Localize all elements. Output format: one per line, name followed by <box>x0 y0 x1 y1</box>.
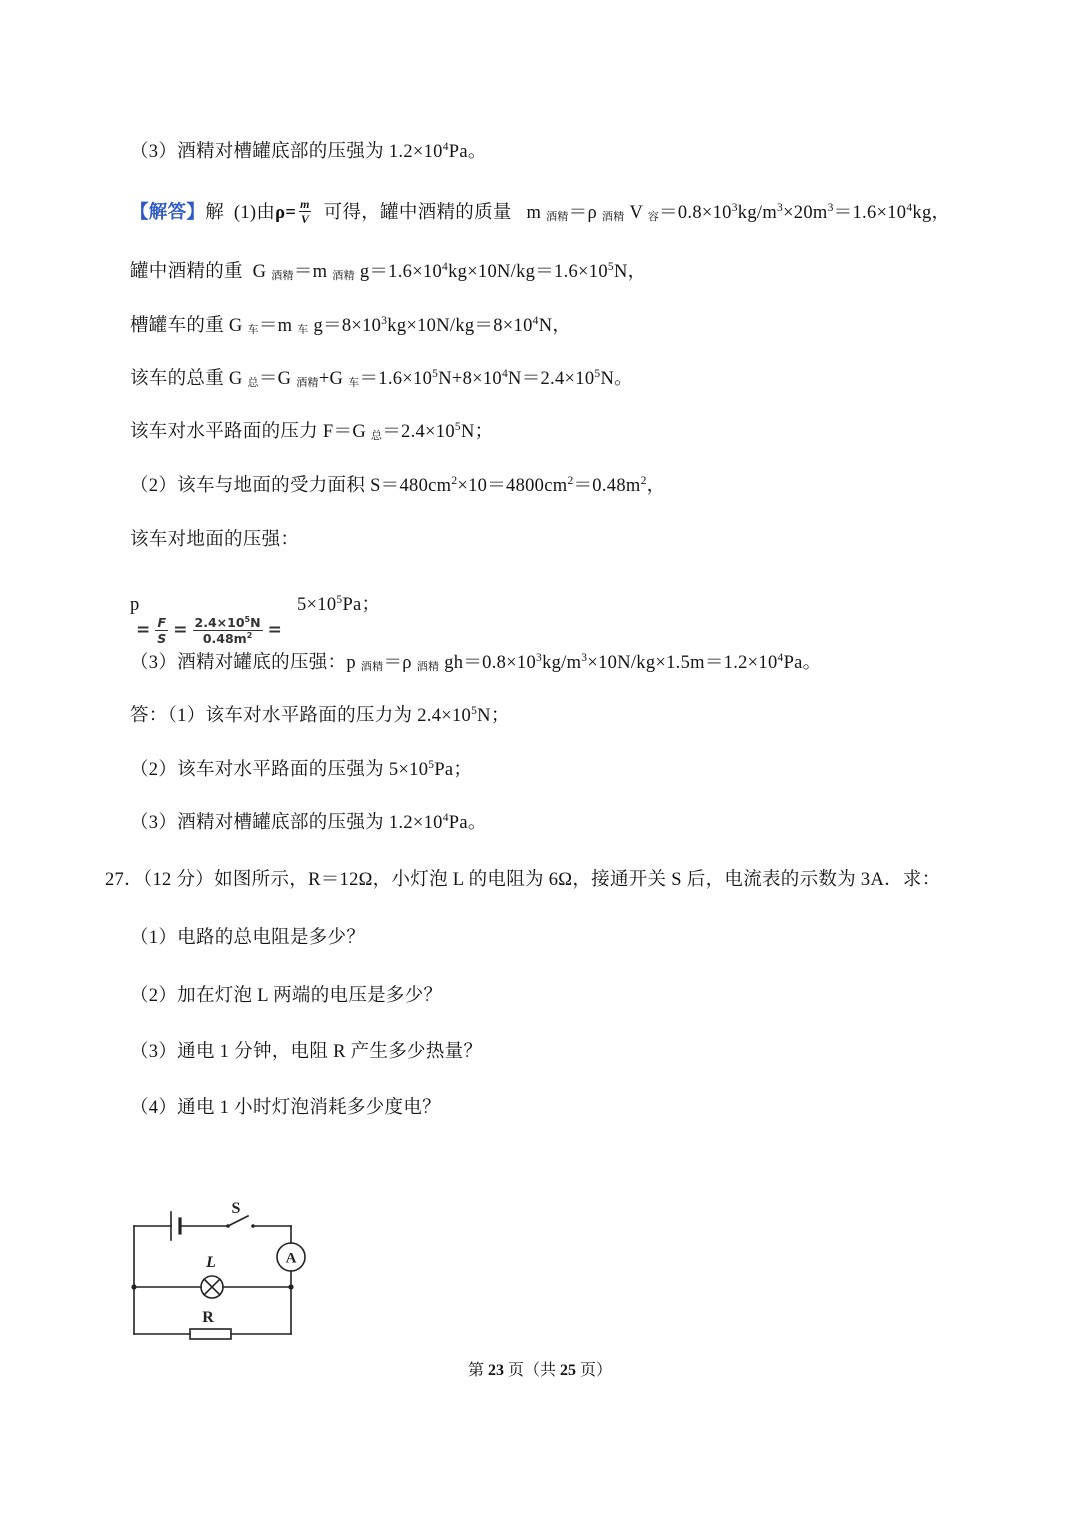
text-run: kg×10N/kg＝8×10 <box>387 316 533 336</box>
text-run: （2）该车对水平路面的压强为 5×10 <box>130 760 429 780</box>
fraction-numerator: F <box>157 614 167 630</box>
solution-step-pressure-force <box>130 420 493 444</box>
formula-lhs: p <box>130 595 140 615</box>
text-run: 页） <box>576 1362 613 1379</box>
solution-step-mass <box>130 197 951 227</box>
superscript: 3 <box>536 652 543 664</box>
text-run: （3）酒精对槽罐底部的压强为 1.2×10 <box>130 142 443 162</box>
superscript: 4 <box>532 315 539 327</box>
text-run: N＝2.4×10 <box>508 369 595 389</box>
bold-text: ρ= <box>275 202 297 223</box>
sub-question: （3）通电 1 分钟，电阻 R 产生多少热量？ <box>130 1042 483 1062</box>
text-run: ＝ρ <box>568 202 602 223</box>
text-run: （3）酒精对槽罐底部的压强为 1.2×10 <box>130 813 443 833</box>
superscript: 5 <box>454 421 461 433</box>
junction-dot <box>288 1284 293 1289</box>
answer-line <box>130 758 472 782</box>
text-run: 0.48m <box>202 630 247 646</box>
text-run: g＝1.6×10 <box>354 262 443 282</box>
text-run: N； <box>460 422 494 442</box>
text-run: ×10N/kg×1.5m＝1.2×10 <box>587 653 778 673</box>
text-run: N， <box>538 316 572 336</box>
superscript: 2 <box>567 475 574 487</box>
text-run: 5×10 <box>297 595 337 615</box>
answer-line <box>130 704 510 728</box>
superscript: 5 <box>336 594 343 606</box>
text-run: Pa。 <box>448 813 487 833</box>
text-run: 第 <box>467 1362 488 1379</box>
text-run: N。 <box>600 369 633 389</box>
text-run: 槽罐车的重 G <box>130 316 248 336</box>
text-run: N <box>250 614 261 630</box>
resistor-symbol <box>190 1329 231 1339</box>
solution-step-alcohol-weight <box>130 260 646 284</box>
resistor-label: R <box>202 1309 214 1326</box>
answer-line <box>130 811 487 835</box>
subscript: 酒精 <box>296 377 319 389</box>
force-over-area-fraction <box>155 616 168 645</box>
text-run: kg/m <box>737 202 778 223</box>
switch-symbol <box>228 1216 248 1226</box>
text-run: +G <box>318 369 349 389</box>
superscript: 5 <box>244 614 251 624</box>
text-run: 解 (1)由 <box>205 202 276 223</box>
previous-answer-line <box>130 140 487 164</box>
sub-question: （4）通电 1 小时灯泡消耗多少度电？ <box>130 1098 441 1118</box>
subscript: 酒精 <box>416 661 440 673</box>
text-run: N； <box>477 706 510 726</box>
bold-text: 25 <box>560 1362 576 1379</box>
formula-expression <box>136 615 282 645</box>
text-run: N， <box>613 262 647 282</box>
text-run: 该车对水平路面的压力 F＝G <box>130 422 371 442</box>
text-run: ×10＝4800cm <box>457 476 568 496</box>
subscript: 酒精 <box>271 270 294 282</box>
text-run: ×20m <box>783 202 828 223</box>
text-run: 该车对地面的压强： <box>130 530 300 550</box>
text-run: ＝2.4×10 <box>382 422 455 442</box>
ammeter-label: A <box>285 1250 297 1267</box>
switch-blade <box>228 1216 248 1226</box>
equals-sign: = <box>267 620 282 640</box>
fraction-denominator: V <box>300 212 310 226</box>
subscript: 总 <box>247 377 259 389</box>
solution-step-contact-area <box>130 474 665 498</box>
subscript: 容 <box>647 210 660 223</box>
superscript: 5 <box>428 759 435 771</box>
text-run: ， <box>646 476 666 496</box>
text-run: 可得，罐中酒精的质量 m <box>313 202 547 223</box>
fraction-denominator: S <box>157 630 167 646</box>
switch-pivot <box>226 1224 230 1228</box>
text-run: ＝m <box>293 262 333 282</box>
text-run: N+8×10 <box>438 369 502 389</box>
formula-result <box>297 593 380 617</box>
text-run: g＝8×10 <box>308 316 382 336</box>
superscript: 4 <box>442 261 449 273</box>
fraction-denominator <box>201 631 254 645</box>
text-run: kg/m <box>542 653 582 673</box>
superscript: 3 <box>581 652 588 664</box>
text-run: 页（共 <box>503 1362 560 1379</box>
text-run: Pa。 <box>783 653 822 673</box>
subscript: 酒精 <box>360 661 384 673</box>
junction-dot <box>131 1284 136 1289</box>
superscript: 5 <box>607 261 614 273</box>
switch-contact <box>251 1224 255 1228</box>
superscript: 3 <box>381 315 388 327</box>
lamp-symbol <box>201 1276 223 1298</box>
text-run: gh＝0.8×10 <box>439 653 536 673</box>
pressure-formula <box>130 593 450 649</box>
fraction-numerator <box>193 616 263 631</box>
superscript: 5 <box>594 368 601 380</box>
text-run: ＝m <box>258 316 298 336</box>
superscript: 2 <box>640 475 647 487</box>
superscript: 2 <box>246 630 253 640</box>
subscript: 酒精 <box>601 210 625 223</box>
subscript: 总 <box>370 430 383 442</box>
fraction-numerator: m <box>300 197 310 211</box>
text-run: （2）该车与地面的受力面积 S＝480cm <box>130 476 452 496</box>
subscript: 车 <box>348 377 360 389</box>
text-run: 该车的总重 G <box>130 369 248 389</box>
superscript: 4 <box>777 652 784 664</box>
solution-step-total-weight <box>130 367 633 391</box>
text-run: ＝ρ <box>383 653 417 673</box>
solution-step-truck-weight <box>130 314 571 338</box>
text-run: ＝0.48m <box>573 476 641 496</box>
superscript: 3 <box>777 201 784 214</box>
page-number <box>0 1359 1080 1383</box>
text-run: Pa； <box>434 760 473 780</box>
superscript: 3 <box>731 201 738 214</box>
text-run: kg， <box>912 202 951 223</box>
text-run: Pa； <box>342 595 381 615</box>
numeric-fraction <box>193 616 263 645</box>
subscript: 车 <box>247 324 259 336</box>
superscript: 4 <box>442 141 449 153</box>
superscript: 5 <box>432 368 439 380</box>
solution-step-liquid-pressure <box>130 651 821 675</box>
text-run: ＝G <box>258 369 297 389</box>
superscript: 5 <box>471 705 478 717</box>
superscript: 3 <box>827 201 834 214</box>
text-run: ＝1.6×10 <box>833 202 907 223</box>
answer-tag: 【解答】 <box>130 202 206 223</box>
lamp-label: L <box>206 1254 216 1271</box>
switch-label: S <box>231 1200 241 1217</box>
text-run: 答：（1）该车对水平路面的压力为 2.4×10 <box>130 706 472 726</box>
equals-sign: = <box>173 620 188 640</box>
battery-symbol <box>171 1212 180 1240</box>
text-run: V <box>624 202 648 223</box>
inline-fraction <box>299 198 311 225</box>
solution-step-pressure-label <box>130 528 299 552</box>
text-run: Pa。 <box>448 142 487 162</box>
text-run: 罐中酒精的重 G <box>130 262 272 282</box>
subscript: 车 <box>297 324 309 336</box>
equals-sign: = <box>136 620 151 640</box>
circuit-wires <box>134 1212 305 1339</box>
sub-question: （1）电路的总电阻是多少？ <box>130 928 366 948</box>
subscript: 酒精 <box>546 210 569 223</box>
text-run: ＝1.6×10 <box>359 369 433 389</box>
circuit-diagram <box>120 1190 320 1346</box>
text-run: 2.4×10 <box>194 614 245 630</box>
superscript: 4 <box>501 368 509 380</box>
bold-text: 23 <box>487 1362 504 1379</box>
text-run: ＝0.8×10 <box>659 202 732 223</box>
sub-question: （2）加在灯泡 L 两端的电压是多少？ <box>130 986 443 1006</box>
text-run: （3）酒精对罐底的压强：p <box>130 653 361 673</box>
text-run: kg×10N/kg＝1.6×10 <box>448 262 608 282</box>
superscript: 4 <box>442 812 449 824</box>
superscript: 2 <box>451 475 458 487</box>
question-stem: 27．（12 分）如图所示，R＝12Ω，小灯泡 L 的电阻为 6Ω，接通开关 S 后，电流表的示数为 3A．求： <box>105 870 941 890</box>
superscript: 4 <box>906 201 913 214</box>
subscript: 酒精 <box>332 270 355 282</box>
